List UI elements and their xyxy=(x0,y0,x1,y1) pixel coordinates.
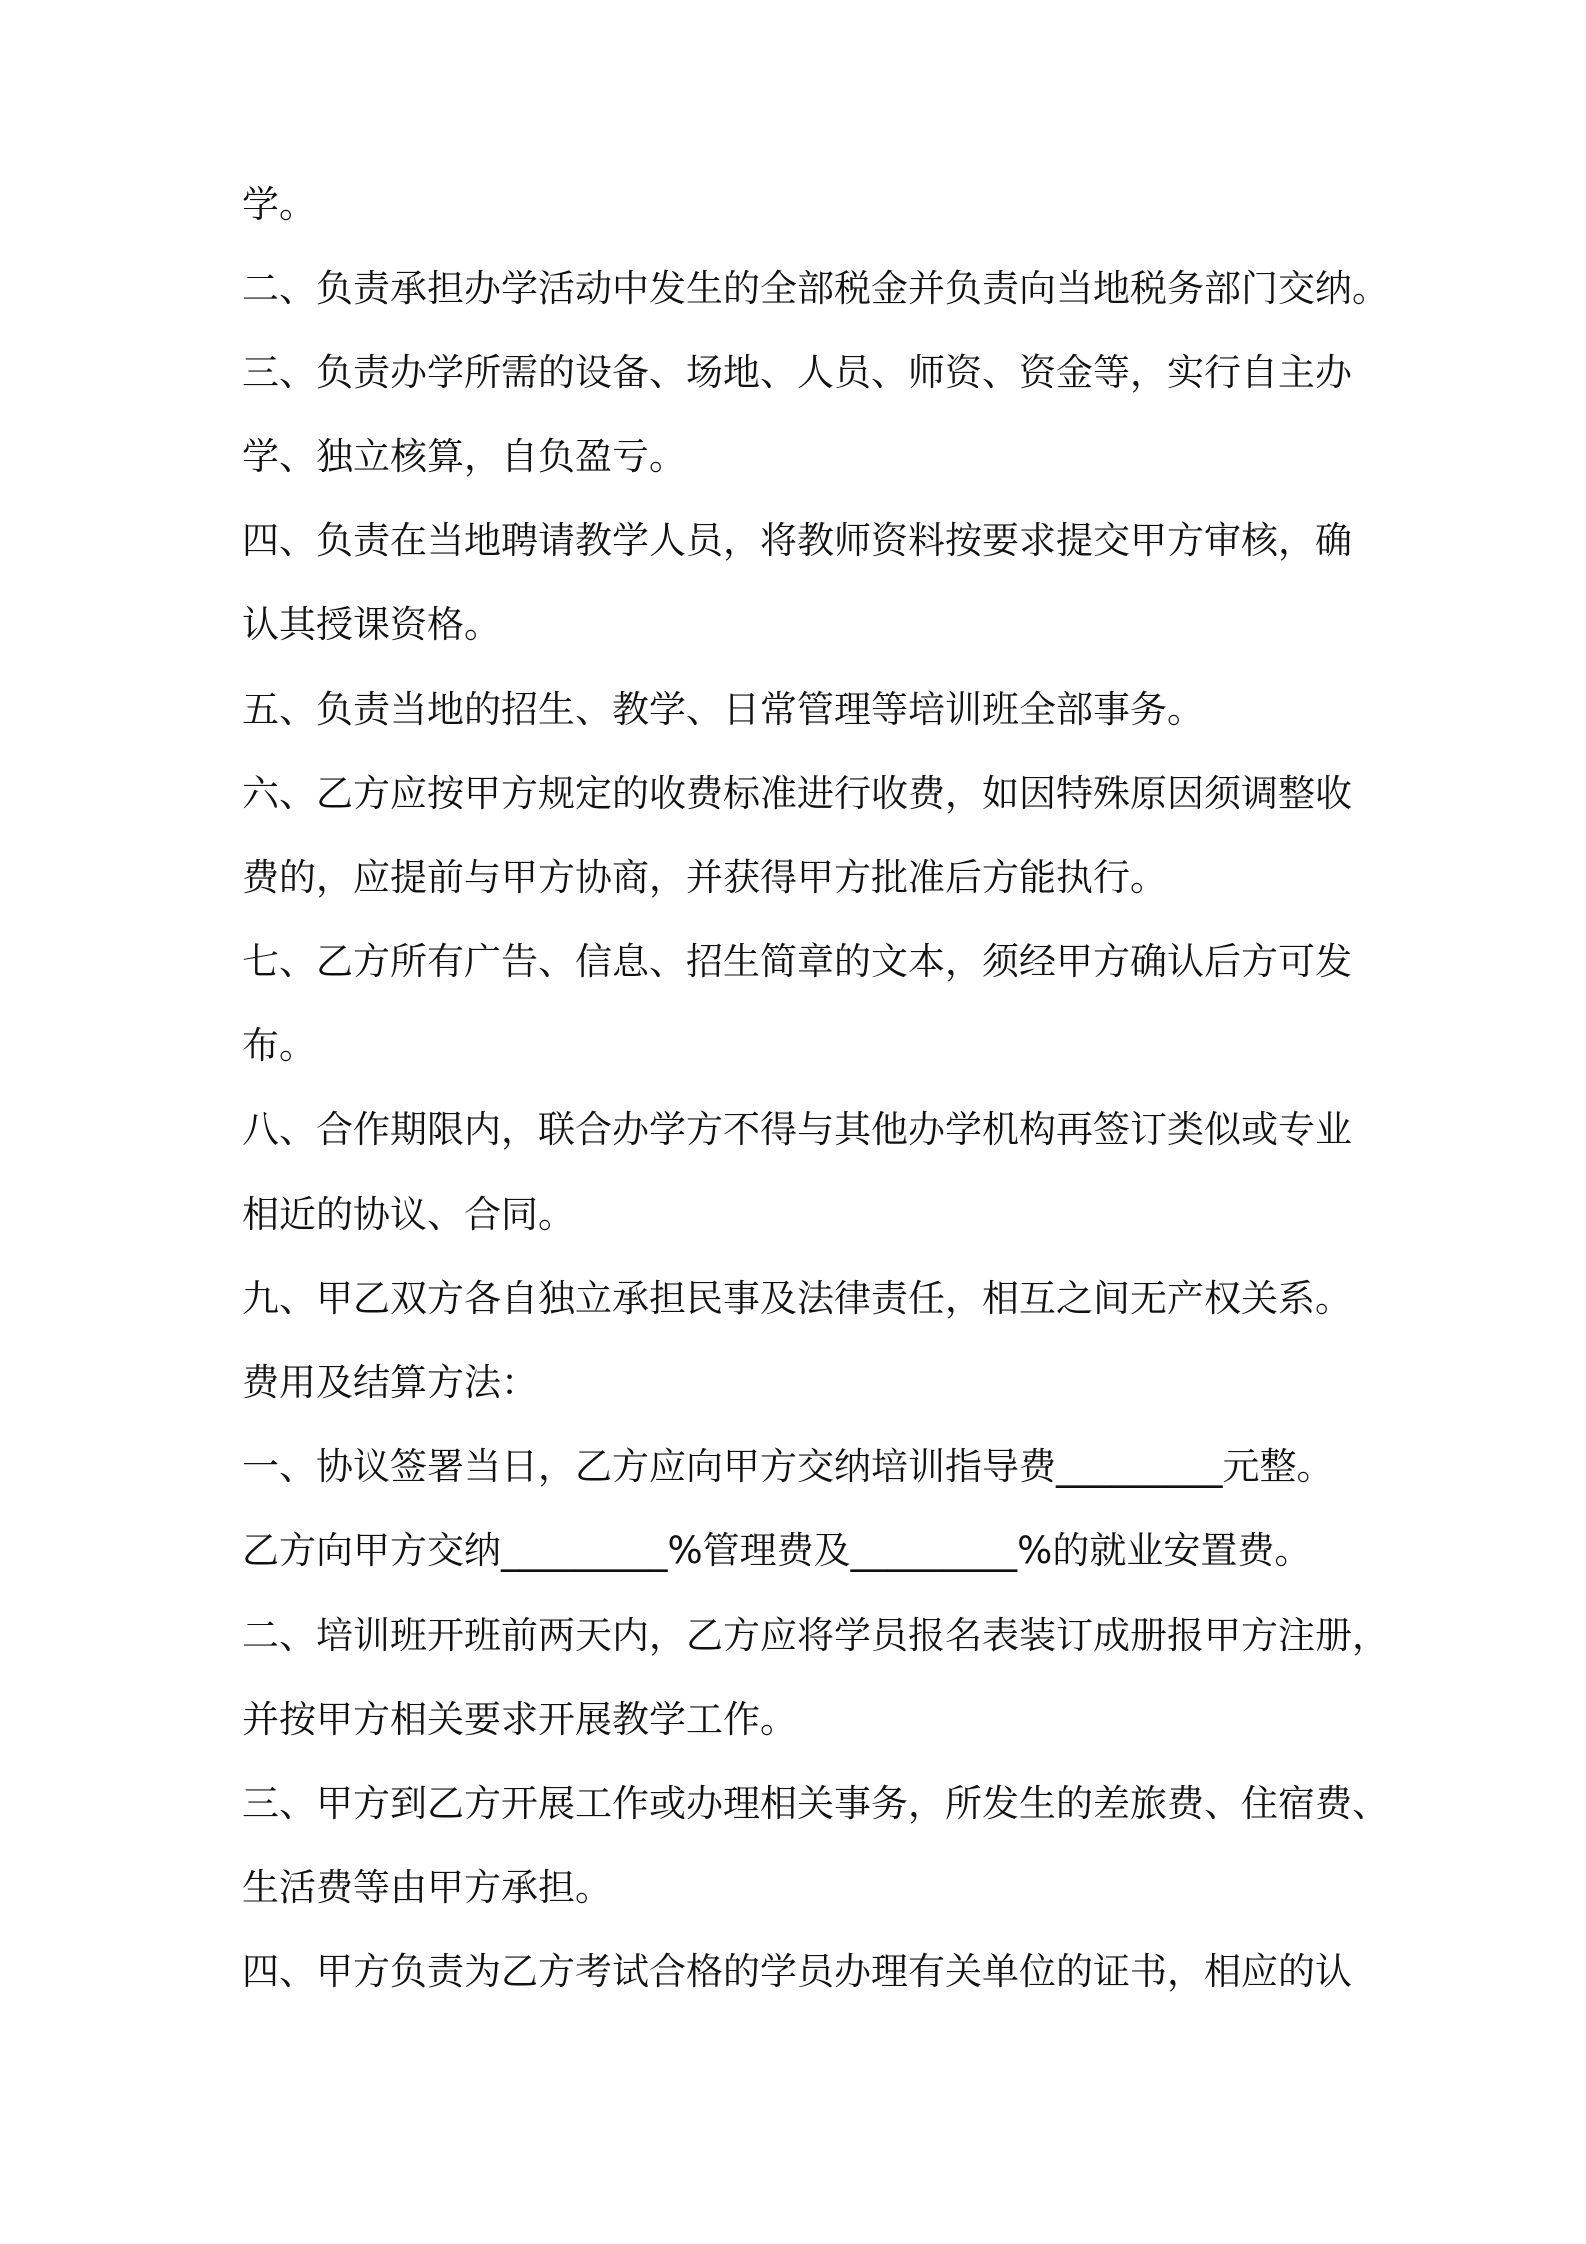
text-line: 学。 xyxy=(242,183,316,226)
text-line: 四、负责在当地聘请教学人员，将教师资料按要求提交甲方审核，确 xyxy=(242,519,1352,562)
text-line: 三、甲方到乙方开展工作或办理相关事务，所发生的差旅费、住宿费、 xyxy=(242,1782,1389,1825)
text-line: 二、培训班开班前两天内，乙方应将学员报名表装订成册报甲方注册， xyxy=(242,1614,1389,1657)
text-line: 九、甲乙双方各自独立承担民事及法律责任，相互之间无产权关系。 xyxy=(242,1277,1352,1320)
text-line: 乙方向甲方交纳_________%管理费及_________%的就业安置费。 xyxy=(242,1529,1312,1572)
text-line: 三、负责办学所需的设备、场地、人员、师资、资金等，实行自主办 xyxy=(242,351,1352,394)
text-line: 四、甲方负责为乙方考试合格的学员办理有关单位的证书，相应的认 xyxy=(242,1950,1352,1993)
text-line: 学、独立核算，自负盈亏。 xyxy=(242,435,686,478)
text-line: 费的，应提前与甲方协商，并获得甲方批准后方能执行。 xyxy=(242,856,1167,899)
text-line: 布。 xyxy=(242,1024,316,1067)
text-line: 二、负责承担办学活动中发生的全部税金并负责向当地税务部门交纳。 xyxy=(242,267,1389,310)
text-line: 认其授课资格。 xyxy=(242,603,501,646)
text-line: 并按甲方相关要求开展教学工作。 xyxy=(242,1698,797,1741)
text-line: 一、协议签署当日，乙方应向甲方交纳培训指导费_________元整。 xyxy=(242,1445,1334,1488)
text-line: 六、乙方应按甲方规定的收费标准进行收费，如因特殊原因须调整收 xyxy=(242,772,1352,815)
text-line: 八、合作期限内，联合办学方不得与其他办学机构再签订类似或专业 xyxy=(242,1108,1352,1151)
text-line: 相近的协议、合同。 xyxy=(242,1193,575,1236)
text-line: 费用及结算方法： xyxy=(242,1361,538,1404)
text-line: 五、负责当地的招生、教学、日常管理等培训班全部事务。 xyxy=(242,688,1204,731)
text-line: 七、乙方所有广告、信息、招生简章的文本，须经甲方确认后方可发 xyxy=(242,940,1352,983)
text-line: 生活费等由甲方承担。 xyxy=(242,1866,612,1909)
